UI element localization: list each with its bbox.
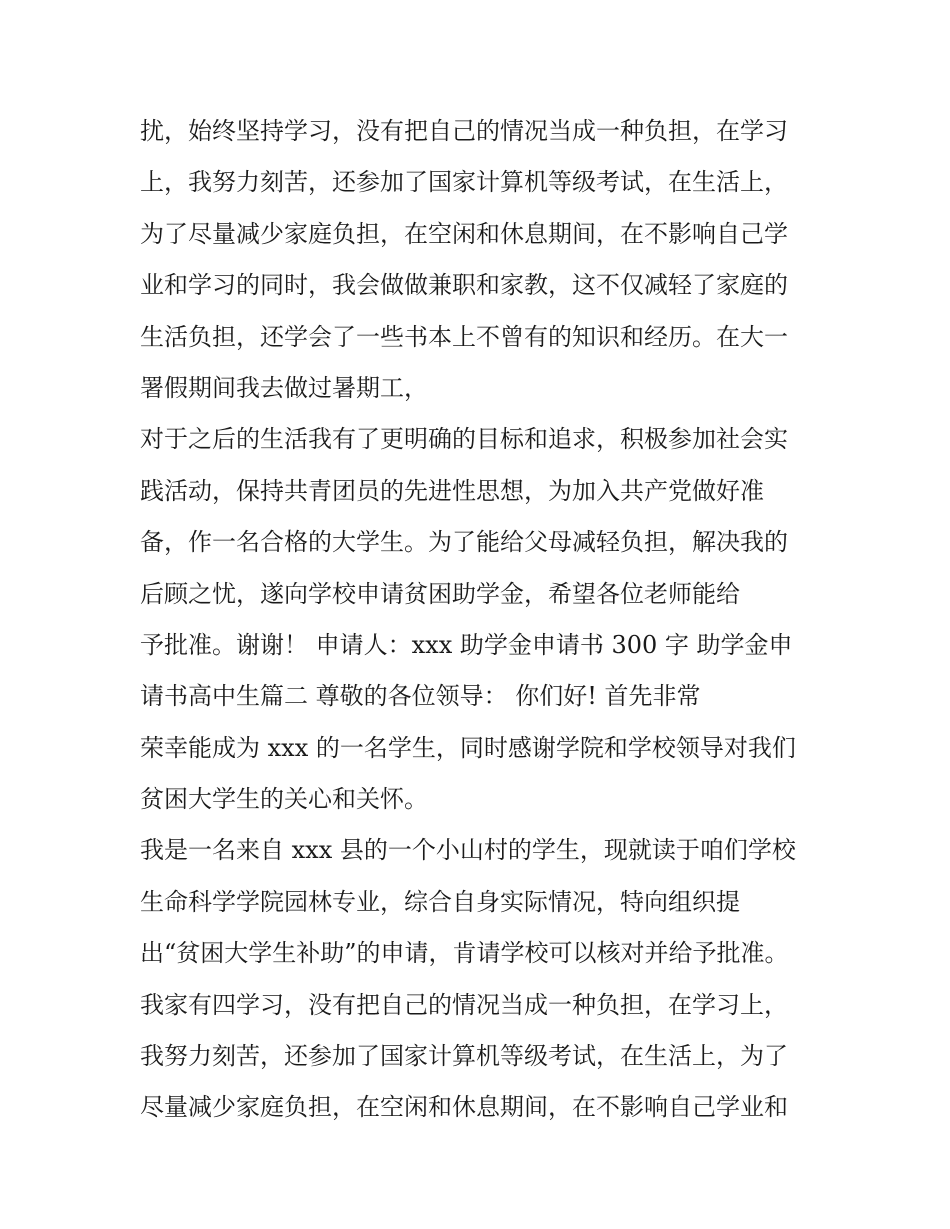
text-line: 对于之后的生活我有了更明确的目标和追求，积极参加社会实: [140, 425, 788, 454]
text-line: 尽量减少家庭负担，在空闲和休息期间，在不影响自己学业和: [140, 1093, 788, 1122]
text-line: 为了尽量减少家庭负担，在空闲和休息期间，在不影响自己学: [140, 219, 788, 248]
text-line: 扰，始终坚持学习，没有把自己的情况当成一种负担，在学习: [140, 117, 788, 145]
text-line: 荣幸能成为 xxx 的一名学生，同时感谢学院和学校领导对我们: [140, 733, 796, 762]
body-text: [140, 106, 820, 1134]
text-line: 贫困大学生的关心和关怀。: [140, 785, 428, 814]
text-line: 生活负担，还学会了一些书本上不曾有的知识和经历。在大一: [140, 322, 788, 351]
text-line: 业和学习的同时，我会做做兼职和家教，这不仅减轻了家庭的: [140, 271, 788, 300]
text-line: 我是一名来自 xxx 县的一个小山村的学生，现就读于咱们学校: [140, 836, 796, 865]
text-line: 予批准。谢谢！ 申请人：xxx 助学金申请书 300 字 助学金申: [140, 630, 793, 659]
text-line: 署假期间我去做过暑期工，: [140, 373, 428, 402]
text-line: 请书高中生篇二 尊敬的各位领导： 你们好! 首先非常: [140, 682, 701, 711]
text-line: 备，作一名合格的大学生。为了能给父母减轻负担，解决我的: [140, 528, 788, 557]
text-line: 践活动，保持共青团员的先进性思想，为加入共产党做好准: [140, 476, 764, 505]
text-line: 我家有四学习，没有把自己的情况当成一种负担，在学习上，: [140, 990, 788, 1019]
text-line: 后顾之忧，遂向学校申请贫困助学金，希望各位老师能给: [140, 579, 740, 608]
text-line: 生命科学学院园林专业，综合自身实际情况，特向组织提: [140, 887, 740, 916]
text-line: 我努力刻苦，还参加了国家计算机等级考试，在生活上，为了: [140, 1042, 788, 1071]
text-line: 出“贫困大学生补助”的申请，肯请学校可以核对并给予批准。: [140, 939, 789, 968]
text-line: 上，我努力刻苦，还参加了国家计算机等级考试，在生活上，: [140, 168, 788, 197]
